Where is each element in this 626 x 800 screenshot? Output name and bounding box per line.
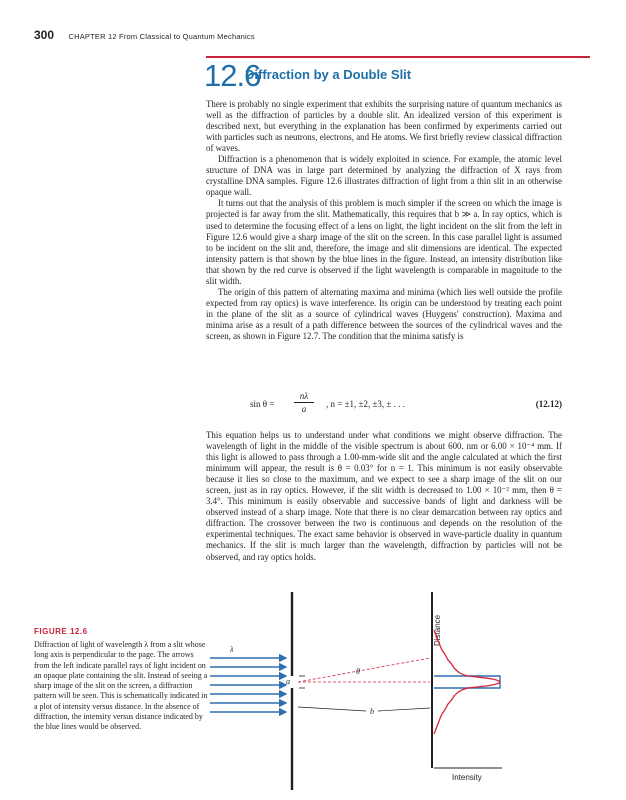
paragraph: There is probably no single experiment that exhibits the surprising nature of quantum mechanics as well as the diffraction of particles by a double slit. An idealized version of this experiment is described next, but everything in the explanation has been confirmed by experiments carried out with particles such as neutrons, electrons, and He atoms. We first briefly review classical diffraction of waves. bbox=[206, 99, 562, 154]
figure-label: FIGURE 12.6 bbox=[34, 627, 88, 636]
label-a: a bbox=[286, 677, 290, 686]
label-b: b bbox=[370, 707, 374, 716]
equation-number: (12.12) bbox=[535, 399, 562, 409]
section-number: 12.6 bbox=[204, 58, 261, 93]
chapter-title: CHAPTER 12 From Classical to Quantum Mechanics bbox=[68, 32, 255, 41]
paragraph: Diffraction is a phenomenon that is widely exploited in science. For example, the atomic level structure of DNA was in large part determined by analyzing the diffraction of X rays from crystalline DNA samples. Figure 12.6 illustrates diffraction of light from a thin slit in an otherwise opaque wall. bbox=[206, 154, 562, 198]
label-theta: θ bbox=[356, 667, 360, 676]
fraction-numerator: nλ bbox=[299, 391, 309, 401]
body-text-after-equation bbox=[206, 430, 562, 563]
section-title: Diffraction by a Double Slit bbox=[245, 67, 412, 82]
fraction-bar bbox=[294, 402, 314, 403]
section-rule bbox=[206, 56, 590, 58]
axis-label-intensity: Intensity bbox=[452, 773, 482, 782]
b-dimension-right bbox=[378, 708, 430, 711]
angled-ray-dashed bbox=[298, 658, 430, 682]
page-number: 300 bbox=[34, 28, 55, 42]
paragraph: This equation helps us to understand under what conditions we might observe diffraction. The wavelength of light in the middle of the visible spectrum is about 600. nm or 6.00 × 10⁻⁴ mm. If this light is allowed to pass through a 1.00-mm-wide slit and the angle calculated at which the first minimum will appear, the result is θ = 0.03° for n = 1. This minimum is not easily observable because it lies so close to the maximum, and we expect to see a sharp image of the slit on our screen, just as in ray optics. However, if the slit width is decreased to 1.00 × 10⁻² mm, then θ = 3.4°. This minimum is easily observable and successive bands of light and darkness will be observed instead of a sharp image. Note that there is no clear demarcation between ray optics and diffraction. The crossover between the two is continuous and depends on the resolution of the experimental techniques. The exact same behavior is observed in wave-particle duality in quantum mechanics. If the slit is much larger than the wavelength, diffraction by particles will not be observed, and ray optics holds. bbox=[206, 430, 562, 562]
axis-label-distance: Distance bbox=[433, 614, 442, 646]
equation-lhs: sin θ = bbox=[250, 399, 275, 409]
equation-fraction bbox=[288, 391, 320, 414]
equation-rhs: , n = ±1, ±2, ±3, ± . . . bbox=[326, 399, 405, 409]
body-text bbox=[206, 99, 562, 342]
figure-caption: Diffraction of light of wavelength λ from a slit whose long axis is perpendicular to the page. The arrows from the left indicate parallel rays of light incident on an opaque plate containing the slit. Instead of seeing a sharp image of the slit on the screen, a diffraction pattern will be seen. This is schematically indicated in a plot of intensity versus distance. In the absence of diffraction, the intensity versus distance indicated by the blue lines would be observed. bbox=[34, 640, 208, 732]
equation-12-12 bbox=[206, 391, 562, 421]
diffraction-profile bbox=[434, 630, 500, 734]
running-header bbox=[34, 26, 255, 44]
diffraction-figure bbox=[206, 590, 506, 790]
incident-rays bbox=[210, 658, 286, 712]
ray-optics-profile bbox=[434, 676, 500, 688]
paragraph: The origin of this pattern of alternating maxima and minima (which lies well outside the profile expected from ray optics) is wave interference. Its origin can be understood by treating each point in the plane of the slit as a source of cylindrical waves (Huygens' construction). Maxima and minima arise as a result of a path difference between the sources of the cylindrical waves and the screen, as shown in Figure 12.7. The condition that the minima satisfy is bbox=[206, 286, 562, 341]
b-dimension-left bbox=[298, 707, 366, 711]
fraction-denominator: a bbox=[301, 404, 307, 414]
paragraph: It turns out that the analysis of this problem is much simpler if the screen on which the image is projected is far away from the slit. Mathematically, this requires that b ≫ a. In ray optics, which is used to determine the focusing effect of a lens on light, the light incident on the slit from the left in Figure 12.6 would give a sharp image of the slit on the screen. In this case parallel light is assumed to be incident on the slit and, therefore, the image and slit dimensions are identical. The expected intensity pattern is that shown by the blue lines in the figure. Instead, an intensity distribution like that shown by the red curve is observed if the light wavelength is comparable in magnitude to the slit width. bbox=[206, 198, 562, 286]
label-lambda: λ bbox=[230, 645, 234, 654]
